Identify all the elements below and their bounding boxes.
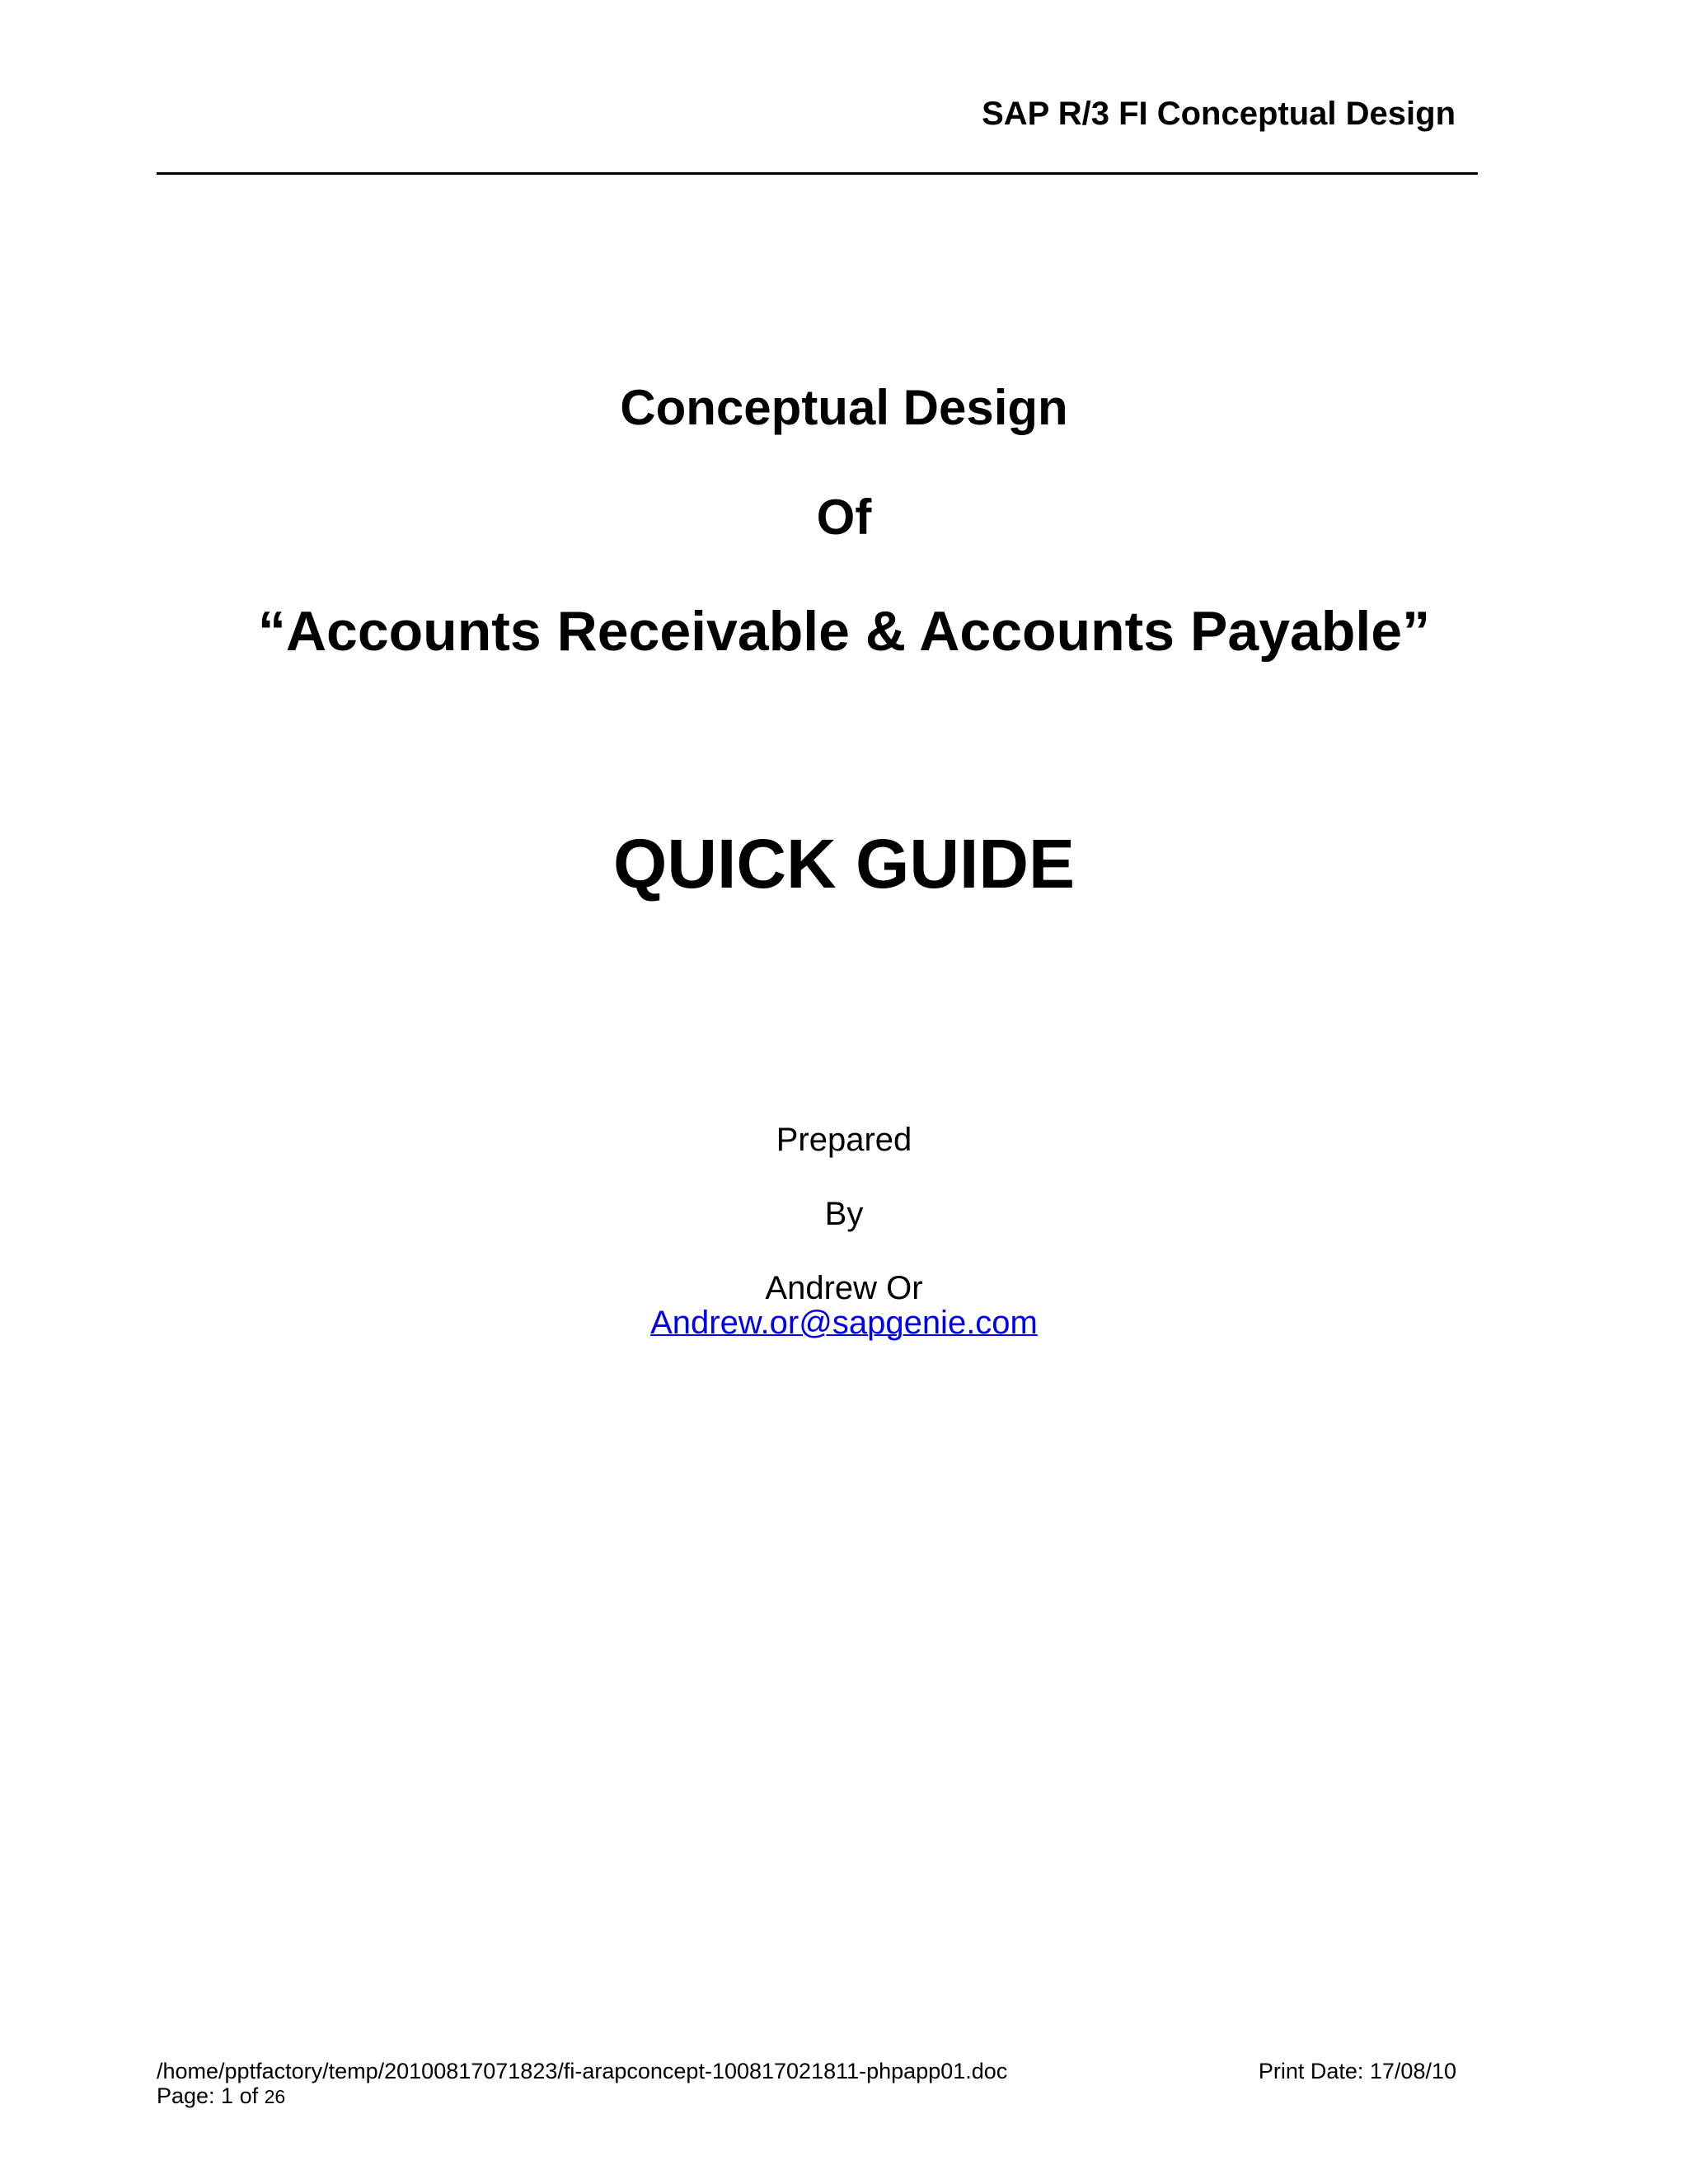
by-label: By [824,1196,864,1232]
cover-subject: “Accounts Receivable & Accounts Payable” [257,600,1431,663]
author-email-link[interactable]: Andrew.or@sapgenie.com [650,1305,1038,1341]
footer-print-date: Print Date: 17/08/10 [1258,2059,1456,2083]
author-name: Andrew Or [765,1270,923,1306]
footer-page-number [157,2083,285,2109]
cover-of: Of [816,490,872,545]
header-title: SAP R/3 FI Conceptual Design [982,96,1456,132]
footer-file-path: /home/pptfactory/temp/20100817071823/fi-arapconcept-100817021811-phpapp01.doc [157,2059,1008,2083]
cover-guide-label: QUICK GUIDE [612,825,1076,902]
header-divider [157,172,1478,175]
prepared-label: Prepared [776,1122,912,1158]
footer-page-total: 26 [264,2086,286,2107]
cover-title: Conceptual Design [620,380,1068,435]
footer-page-label: Page: 1 of [157,2083,259,2108]
author-email [0,1305,1688,1342]
